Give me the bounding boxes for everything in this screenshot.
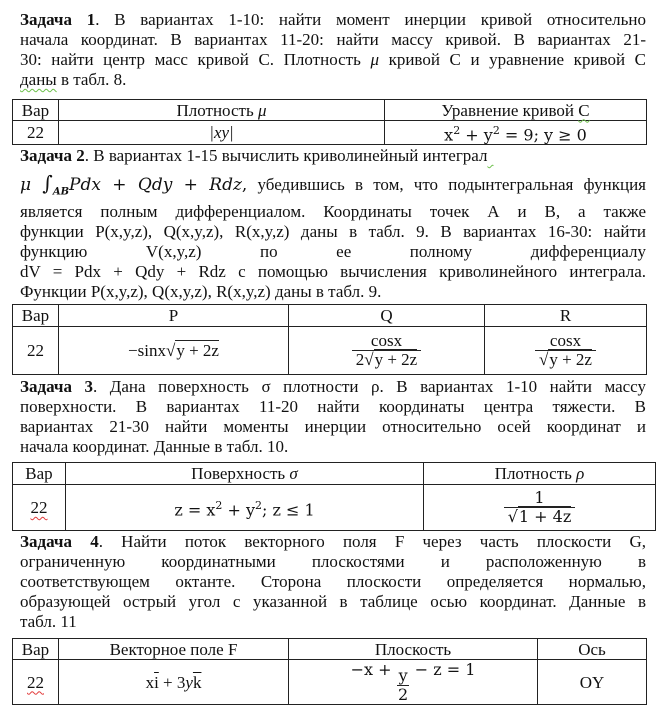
header-plane: Плоскость [289, 639, 538, 660]
task1-text: Задача 1. В вариантах 1-10: найти момент инерции кривой относительно начала координат. В вариантах 11-20: найти массу кривой. В вариантах 21- 30: найти центр масс кривой С. Плотность μ кривой С и уравнение кривой С даны в табл. 8. [20, 10, 647, 89]
task2-title: Задача 2 [20, 146, 85, 165]
task4-title: Задача 4 [20, 532, 99, 551]
task1-title: Задача 1 [20, 10, 96, 29]
table-row [13, 485, 656, 531]
cell-var: 22 [13, 121, 59, 145]
integral-expression: μ $\int_{AB}Pdx$ + Qdy + Rdz, [20, 171, 248, 198]
header-density: Плотность ρ [424, 463, 656, 485]
cell-axis: OY [538, 660, 647, 705]
header-var: Вар [13, 305, 59, 327]
header-field: Векторное поле F [59, 639, 289, 660]
table-header-row [13, 100, 647, 121]
header-p: P [59, 305, 289, 327]
table-row [13, 327, 647, 375]
table-header-row [13, 639, 647, 660]
header-density: Плотность μ [59, 100, 385, 121]
task4-text: Задача 4. Найти поток векторного поля F через часть плоскости G, ограниченную координатными плоскостями и расположенную в соответствующем октанте. Сторона плоскости определяется нормалью, образующей острый угол с указанной в таблице осью координат. Данные в табл. 11 [20, 532, 646, 631]
task2-text: Задача 2. В вариантах 1-15 вычислить криволинейный интеграл μ $\int_{AB}Pdx$ + Qdy + Rdz, убедившись в том, что подынтегральная функция является полным дифференциалом. Координаты точек А и В, а также функции P(x,y,z), Q(x,y,z), R(x,y,z) даны в табл. 9. В вариантах 16-30: найти функцию V(x,y,z) по ее полному дифференциалу dV = Pdx + Qdy + Rdz с помощью вычисления криволинейного интеграла. Функции P(x,y,z), Q(x,y,z), R(x,y,z) даны в табл. 9. [20, 146, 646, 302]
header-q: Q [289, 305, 485, 327]
cell-surface: $z = x^2 + y^2$; z ≤ 1 [66, 485, 424, 531]
cell-curve: $x^2 + y^2 = 9$; y ≥ 0 [385, 121, 647, 145]
header-r: R [485, 305, 647, 327]
table-9 [12, 304, 647, 375]
table-header-row [13, 463, 656, 485]
cell-plane: −x + $\frac{y}{2}$ − z = 1 [289, 660, 538, 705]
header-surface: Поверхность σ [66, 463, 424, 485]
table-row [13, 660, 647, 705]
table-11 [12, 638, 647, 705]
cell-p: −sinx√y + 2z [59, 327, 289, 375]
header-var: Вар [13, 100, 59, 121]
cell-var: 22 [13, 660, 59, 705]
table-row [13, 121, 647, 145]
cell-field: $x\overline{i} + 3y\overline{k}$ [59, 660, 289, 705]
cell-r: $\frac{\cos x}{√y + 2z}$ [485, 327, 647, 375]
cell-var: 22 [13, 485, 66, 531]
table-10 [12, 462, 656, 531]
table-8 [12, 99, 647, 145]
task3-title: Задача 3 [20, 377, 94, 396]
spellcheck-underline: даны [20, 70, 57, 89]
cell-var: 22 [13, 327, 59, 375]
cell-density: |xy| [59, 121, 385, 145]
header-axis: Ось [538, 639, 647, 660]
task3-text: Задача 3. Дана поверхность σ плотности ρ. В вариантах 1-10 найти массу поверхности. В вариантах 11-20 найти координаты центра тяжести. В вариантах 21-30 найти моменты инерции относительно осей координат и начала координат. Данные в табл. 10. [20, 377, 646, 456]
header-var: Вар [13, 463, 66, 485]
header-var: Вар [13, 639, 59, 660]
cell-q: $\frac{\cos x}{2√y + 2z}$ [289, 327, 485, 375]
table-header-row [13, 305, 647, 327]
header-curve: Уравнение кривой С [385, 100, 647, 121]
cell-density: $\frac{1}{√1 + 4z}$ [424, 485, 656, 531]
